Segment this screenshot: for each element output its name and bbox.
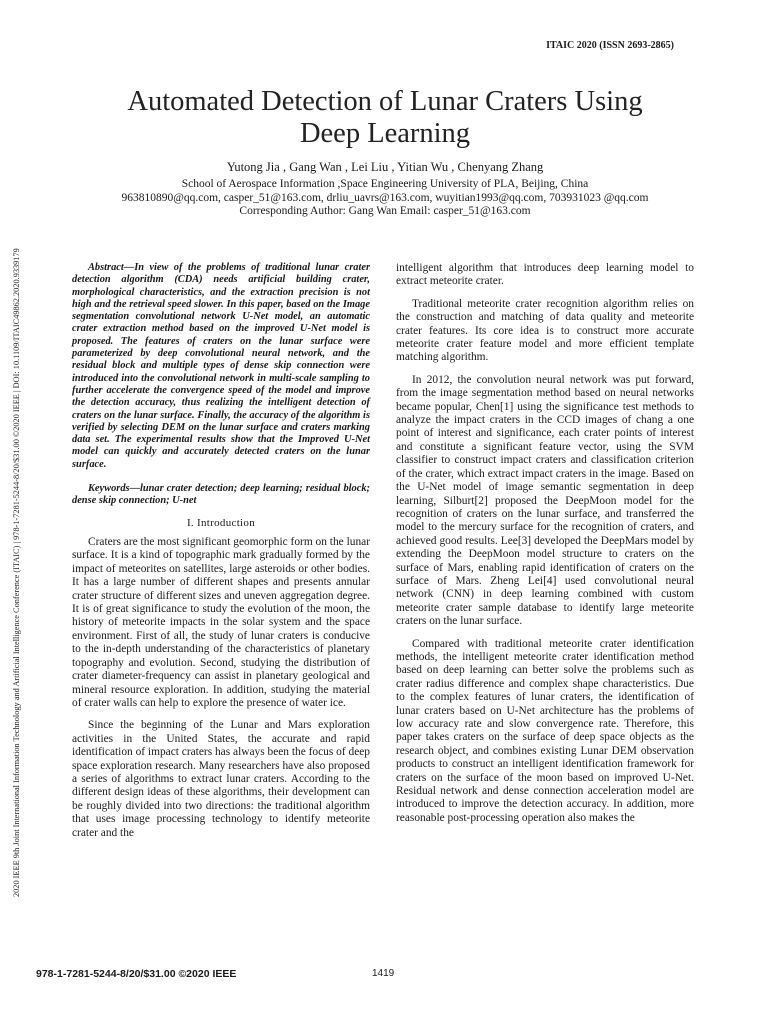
- corresponding-author-line: Corresponding Author: Gang Wan Email: casper_51@163.com: [239, 205, 531, 217]
- abstract-label: Abstract—: [88, 262, 135, 273]
- title-line-1: Automated Detection of Lunar Craters Using: [127, 86, 643, 117]
- body-paragraph: Craters are the most significant geomorphic form on the lunar surface. It is a kind of topographic mark gradually formed by the impact of meteorites on satellites, large asteroids or other bodies. It has a large number of different shapes and presents annular crater structure of different sizes and uneven aggregation degree. It is of great significance to study the evolution of the moon, the history of meteorite impacts in the solar system and the space environment. First of all, the study of lunar craters is conducive to the in-depth understanding of the characteristics of planetary topography and evolution. Second, studying the distribution of crater diameter-frequency can assist in planetary geological and mineral resource exploration. In addition, studying the material of crater walls can help to explore the presence of water ice.: [72, 536, 370, 709]
- keywords-label: Keywords—: [88, 483, 140, 495]
- affiliation-block: [60, 178, 710, 219]
- body-paragraph: intelligent algorithm that introduces deep learning model to extract meteorite crater.: [396, 262, 694, 288]
- right-column: [396, 262, 694, 834]
- paper-title: [90, 86, 680, 150]
- abstract-text: In view of the problems of traditional lunar crater detection algorithm (CDA) needs artificial building crater, morphological characteristics, and the extraction precision is not high and the retrieval speed slower. In this paper, based on the Image segmentation convolutional network U-Net model, an automatic crater extraction method based on the improved U-Net model is proposed. The features of craters on the lunar surface were parameterized by deep convolutional neural network, and the residual block and multiple types of dense skip connection were introduced into the convolutional network in multi-scale sampling to further accelerate the convergence speed of the model and improve the detection accuracy, thus realizing the intelligent detection of craters on the lunar surface. Finally, the accuracy of the algorithm is verified by selecting DEM on the lunar surface and craters marking data set. The experimental results show that the Improved U-Net model can quickly and accurately detected craters on the lunar surface.: [72, 262, 370, 470]
- body-paragraph: In 2012, the convolution neural network was put forward, from the image segmentation method based on neural networks became popular, Chen[1] using the significance test methods to analyze the impact craters in the CCD images of chang a one point of interest and significance, each crater points of interest and constitute a significant feature vector, using the SVM classifier to construct impact craters and classification criterion of the crater, which extract impact craters in the image. Based on the U-Net model of image semantic segmentation in deep learning, Silburt[2] proposed the DeepMoon model for the recognition of craters on the lunar surface, and transferred the model to the mercury surface for the recognition of craters, and achieved good results. Lee[3] developed the DeepMars model by extending the DeepMoon model structure to craters on the surface of Mars, enabling rapid identification of craters on the surface of Mars. Zheng Lei[4] used convolutional neural network (CNN) in deep learning combined with custom meteorite crater sample database to identify large meteorite craters on the lunar surface.: [396, 373, 694, 628]
- keywords: [72, 483, 370, 508]
- page-number: 1419: [372, 968, 395, 979]
- doi-side-strip: 2020 IEEE 9th Joint International Information Technology and Artificial Intelligence Conference (ITAIC) | 978-1-7281-5244-8/20/$31.00 ©2020 IEEE | DOI: 10.1109/ITAIC49862.2020.9339179: [12, 248, 21, 897]
- title-line-2: Deep Learning: [299, 118, 471, 149]
- keywords-text: lunar crater detection; deep learning; residual block; dense skip connection; U-net: [72, 483, 370, 507]
- author-list: Yutong Jia , Gang Wan , Lei Liu , Yitian Wu , Chenyang Zhang: [226, 160, 544, 174]
- abstract: [72, 262, 370, 471]
- left-column: [72, 262, 370, 849]
- conference-tag: ITAIC 2020 (ISSN 2693-2865): [546, 40, 674, 51]
- section-heading-introduction: I. Introduction: [186, 516, 256, 529]
- email-line: 963810890@qq.com, casper_51@163.com, drliu_uavrs@163.com, wuyitian1993@qq.com, 703931023 @qq.com: [121, 191, 649, 204]
- body-paragraph: Compared with traditional meteorite crater identification methods, the intelligent meteorite crater identification method based on deep learning can better solve the problems such as crater radius difference and complex shape characteristics. Due to the complex features of lunar craters, the identification of lunar craters based on U-Net architecture has the problems of low accuracy rate and slow convergence rate. Therefore, this paper takes craters on the surface of deep space objects as the research object, and combines existing Lunar DEM observation products to construct an intelligent identification framework for craters on the surface of the moon based on improved U-Net. Residual network and dense connection acceleration model are introduced to improve the detection accuracy. In addition, more reasonable post-processing operation also makes the: [396, 637, 694, 824]
- footer-isbn: 978-1-7281-5244-8/20/$31.00 ©2020 IEEE: [36, 968, 237, 980]
- affiliation-line: School of Aerospace Information ,Space Engineering University of PLA, Beijing, China: [181, 178, 589, 190]
- body-paragraph: Since the beginning of the Lunar and Mars exploration activities in the United States, the accurate and rapid identification of impact craters has always been the focus of deep space exploration research. Many researchers have also proposed a series of algorithms to extract lunar craters. According to the different design ideas of these algorithms, their development can be roughly divided into two directions: the traditional algorithm that uses image processing technology to identify meteorite crater and the: [72, 719, 370, 839]
- body-paragraph: Traditional meteorite crater recognition algorithm relies on the construction and matching of data quality and meteorite crater features. Its core idea is to construct more accurate meteorite crater feature model and more efficient template matching algorithm.: [396, 297, 694, 364]
